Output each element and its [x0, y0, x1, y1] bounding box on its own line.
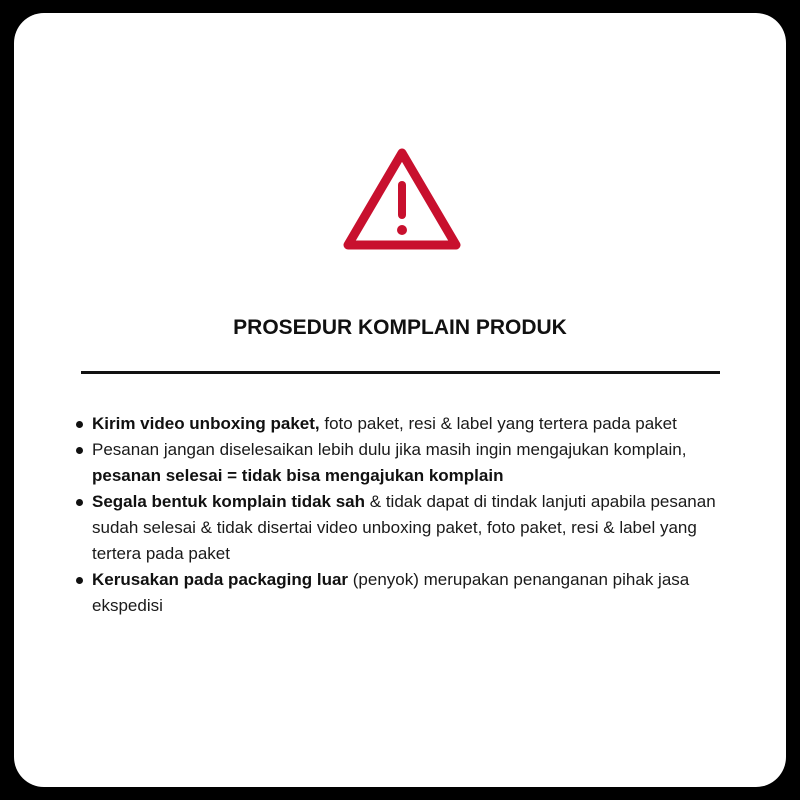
item-bold-text: Kirim video unboxing paket, — [92, 414, 320, 433]
item-text: & tidak dapat di tindak lanjuti apabila pesanan sudah selesai & tidak disertai video unboxing paket, foto paket, resi & label yang tertera pada paket — [92, 492, 716, 563]
list-item — [92, 489, 732, 567]
list-item — [92, 411, 732, 437]
notice-card — [14, 13, 786, 787]
complaint-rules-list — [92, 411, 732, 619]
item-text: foto paket, resi & label yang tertera pada paket — [319, 414, 677, 433]
list-item — [92, 437, 732, 489]
list-item — [92, 567, 732, 619]
page-title: PROSEDUR KOMPLAIN PRODUK — [233, 316, 567, 339]
item-bold-text: Segala bentuk komplain tidak sah — [92, 492, 366, 511]
item-bold-text: pesanan selesai = tidak bisa mengajukan komplain — [92, 466, 504, 485]
title-divider — [81, 371, 720, 374]
item-bold-text: Kerusakan pada packaging luar — [92, 570, 349, 589]
item-text: (penyok) merupakan penanganan pihak jasa ekspedisi — [92, 570, 690, 615]
item-text: Pesanan jangan diselesaikan lebih dulu jika masih ingin mengajukan komplain, — [92, 440, 687, 459]
warning-triangle-icon — [340, 145, 464, 253]
